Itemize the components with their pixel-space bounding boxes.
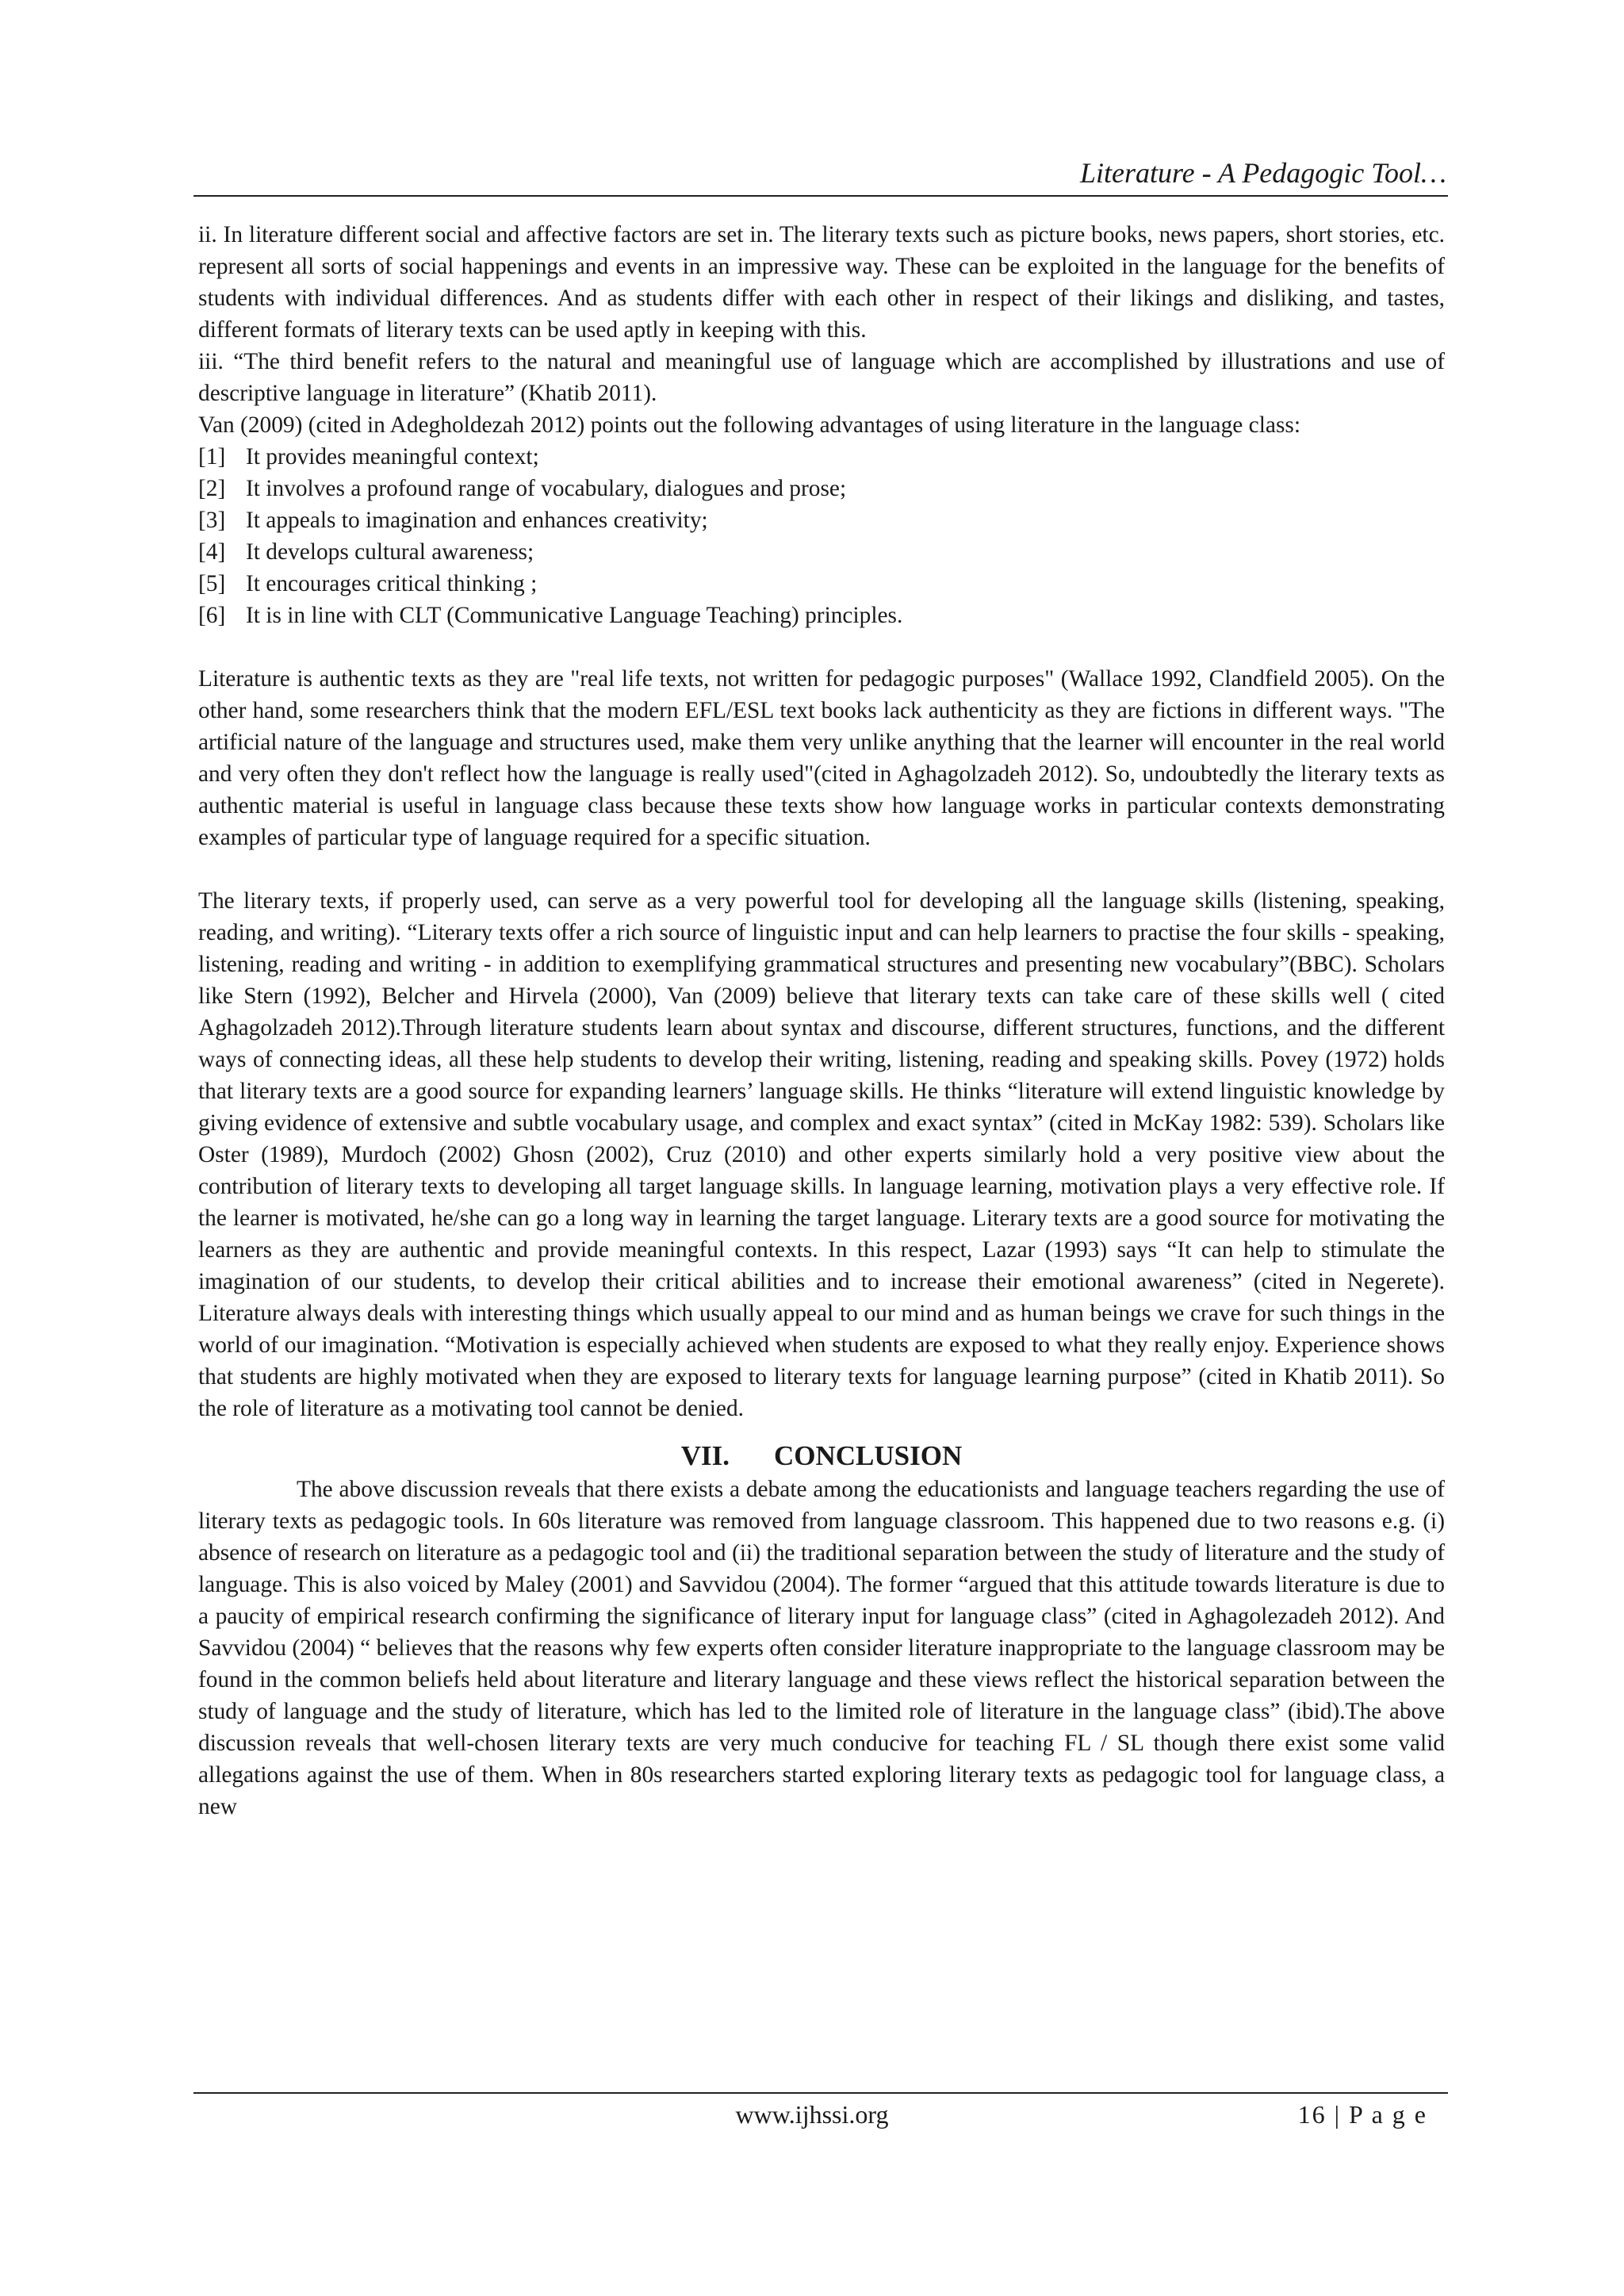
list-item: [198, 441, 1445, 473]
conclusion-paragraph: The above discussion reveals that there exists a debate among the educationists and language teachers regarding the use of literary texts as pedagogic tools. In 60s literature was removed from language classroom. This happened due to two reasons e.g. (i) absence of research on literature as a pedagogic tool and (ii) the traditional separation between the study of literature and the study of language. This is also voiced by Maley (2001) and Savvidou (2004). The former “argued that this attitude towards literature is due to a paucity of empirical research confirming the significance of literary input for language class” (cited in Aghagolezadeh 2012). And Savvidou (2004) “ believes that the reasons why few experts often consider literature inappropriate to the language classroom may be found in the common beliefs held about literature and literary language and these views reflect the historical separation between the study of language and the study of literature, which has led to the limited role of literature in the language class” (ibid).The above discussion reveals that well-chosen literary texts are very much conducive for teaching FL / SL though there exist some valid allegations against the use of them. When in 80s researchers started exploring literary texts as pedagogic tool for language class, a new: [198, 1477, 1445, 1819]
paragraph-skills: The literary texts, if properly used, can serve as a very powerful tool for developing all the language skills (listening, speaking, reading, and writing). “Literary texts offer a rich source of linguistic input and can help learners to practise the four skills - speaking, listening, reading and writing - in addition to exemplifying grammatical structures and presenting new vocabulary”(BBC). Scholars like Stern (1992), Belcher and Hirvela (2000), Van (2009) believe that literary texts can take care of these skills well ( cited Aghagolzadeh 2012).Through literature students learn about syntax and discourse, different structures, functions, and the different ways of connecting ideas, all these help students to develop their writing, listening, reading and speaking skills. Povey (1972) holds that literary texts are a good source for expanding learners’ language skills. He thinks “literature will extend linguistic knowledge by giving evidence of extensive and subtle vocabulary usage, and complex and exact syntax” (cited in McKay 1982: 539). Scholars like Oster (1989), Murdoch (2002) Ghosn (2002), Cruz (2010) and other experts similarly hold a very positive view about the contribution of literary texts to developing all target language skills. In language learning, motivation plays a very effective role. If the learner is motivated, he/she can go a long way in learning the target language. Literary texts are a good source for motivating the learners as they are authentic and provide meaningful contexts. In this respect, Lazar (1993) says “It can help to stimulate the imagination of our students, to develop their critical abilities and to increase their emotional awareness” (cited in Negerete). Literature always deals with interesting things which usually appeal to our mind and as human beings we crave for such things in the world of our imagination. “Motivation is especially achieved when students are exposed to what they really enjoy. Experience shows that students are highly motivated when they are exposed to literary texts for language learning purpose” (cited in Khatib 2011). So the role of literature as a motivating tool cannot be denied.: [198, 888, 1445, 1421]
section-title: CONCLUSION: [774, 1440, 963, 1471]
paragraph-iii: iii. “The third benefit refers to the natural and meaningful use of language which are accomplished by illustrations and use of descriptive language in literature” (Khatib 2011).: [198, 349, 1445, 406]
list-item-number: [3]: [198, 508, 226, 533]
list-item-number: [5]: [198, 571, 226, 596]
list-item-number: [2]: [198, 476, 226, 501]
list-item: [198, 568, 1445, 600]
list-item-text: It involves a profound range of vocabulary, dialogues and prose;: [246, 476, 847, 501]
list-item-number: [1]: [198, 444, 226, 470]
paragraph-van-intro: Van (2009) (cited in Adegholdezah 2012) points out the following advantages of using literature in the language class:: [198, 412, 1300, 438]
footer-url: www.ijhssi.org: [735, 2100, 889, 2129]
paragraph-ii: ii. In literature different social and affective factors are set in. The literary texts such as picture books, news papers, short stories, etc. represent all sorts of social happenings and events in an impressive way. These can be exploited in the language for the benefits of students with individual differences. And as students differ with each other in respect of their likings and disliking, and tastes, different formats of literary texts can be used aptly in keeping with this.: [198, 222, 1445, 343]
paragraph-authentic: Literature is authentic texts as they are "real life texts, not written for pedagogic purposes" (Wallace 1992, Clandfield 2005). On the other hand, some researchers think that the modern EFL/ESL text books lack authenticity as they are fictions in different ways. "The artificial nature of the language and structures used, make them very unlike anything that the learner will encounter in the real world and very often they don't reflect how the language is really used"(cited in Aghagolzadeh 2012). So, undoubtedly the literary texts as authentic material is useful in language class because these texts show how language works in particular contexts demonstrating examples of particular type of language required for a specific situation.: [198, 666, 1445, 850]
advantages-list: [198, 441, 1445, 631]
list-item-text: It is in line with CLT (Communicative Language Teaching) principles.: [246, 603, 903, 628]
section-number: VII.: [680, 1440, 730, 1471]
list-item-text: It encourages critical thinking ;: [246, 571, 538, 596]
list-item-number: [6]: [198, 603, 226, 628]
body-text: [198, 219, 1445, 1823]
list-item: [198, 536, 1445, 568]
list-item: [198, 473, 1445, 504]
section-heading: [198, 1439, 1445, 1474]
list-item: [198, 600, 1445, 631]
list-item-number: [4]: [198, 539, 226, 565]
list-item-text: It develops cultural awareness;: [246, 539, 534, 565]
page-number: 16 | P a g e: [1297, 2100, 1427, 2129]
list-item-text: It appeals to imagination and enhances creativity;: [246, 508, 708, 533]
running-header-title: Literature - A Pedagogic Tool…: [1079, 157, 1446, 189]
list-item-text: It provides meaningful context;: [246, 444, 539, 470]
header-divider: [193, 195, 1448, 197]
footer-divider: [193, 2092, 1448, 2094]
list-item: [198, 504, 1445, 536]
